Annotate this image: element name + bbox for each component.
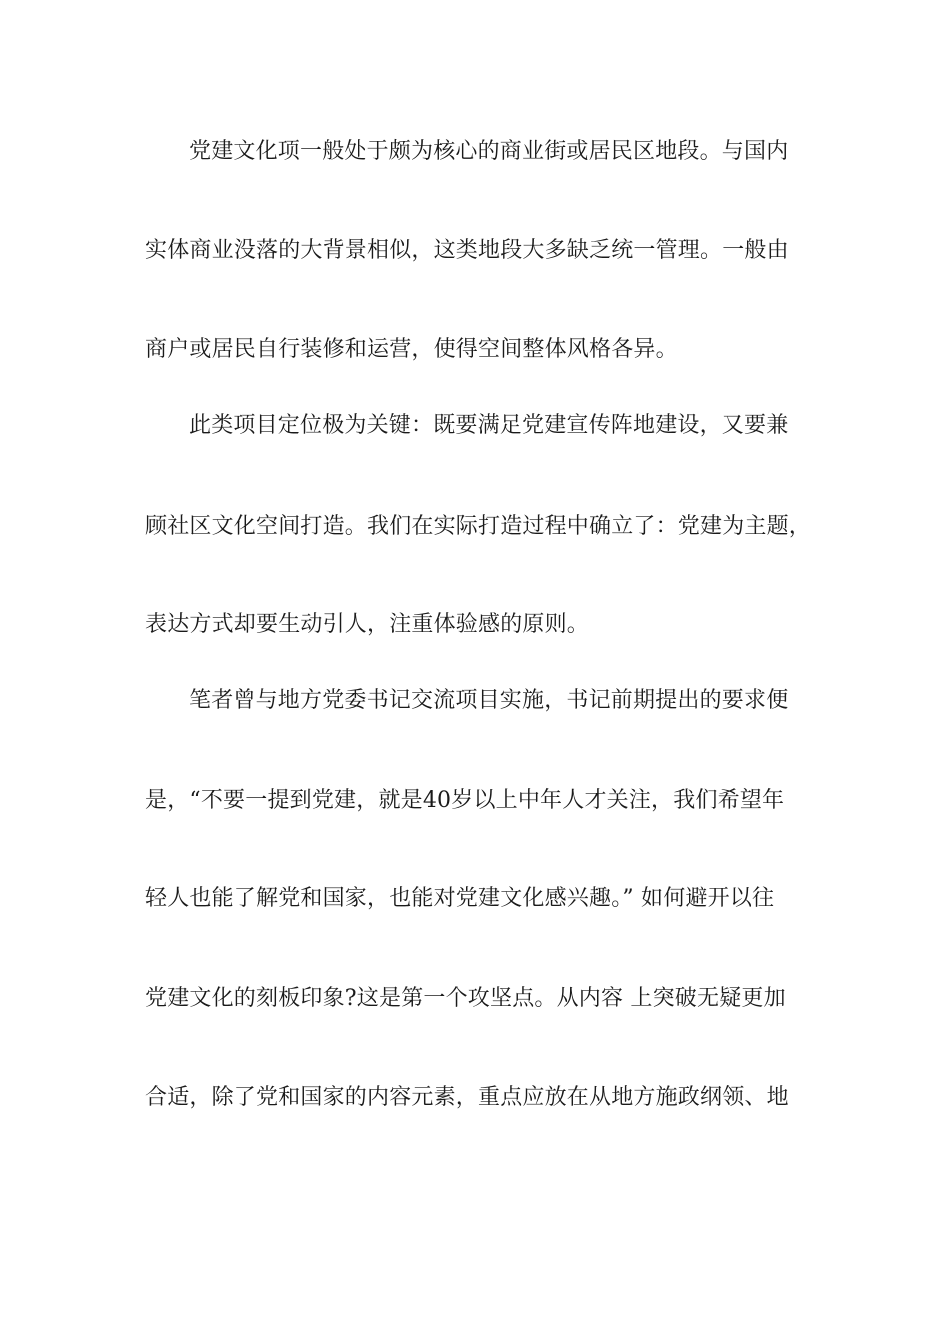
paragraph-1-line-2: 实体商业没落的大背景相似，这类地段大多缺乏统一管理。一般由: [145, 238, 789, 263]
paragraph-3-line-2: 是，“不要一提到党建，就是40岁以上中年人才关注，我们希望年: [145, 788, 785, 813]
paragraph-2-line-2: 顾社区文化空间打造。我们在实际打造过程中确立了：党建为主题，: [145, 514, 812, 539]
paragraph-3-line-1: 笔者曾与地方党委书记交流项目实施，书记前期提出的要求便: [189, 688, 789, 713]
paragraph-1-line-3: 商户或居民自行装修和运营，使得空间整体风格各异。: [145, 337, 678, 362]
paragraph-2-line-1: 此类项目定位极为关键：既要满足党建宣传阵地建设，又要兼: [189, 413, 789, 438]
paragraph-3-line-4: 党建文化的刻板印象?这是第一个攻坚点。从内容 上突破无疑更加: [145, 986, 786, 1011]
paragraph-3-line-3: 轻人也能了解党和国家，也能对党建文化感兴趣。” 如何避开以往: [145, 886, 775, 911]
paragraph-2-line-3: 表达方式却要生动引人，注重体验感的原则。: [145, 612, 590, 637]
paragraph-3-line-5: 合适，除了党和国家的内容元素，重点应放在从地方施政纲领、地: [145, 1085, 789, 1110]
paragraph-1-line-1: 党建文化项一般处于颇为核心的商业街或居民区地段。与国内: [189, 139, 789, 164]
